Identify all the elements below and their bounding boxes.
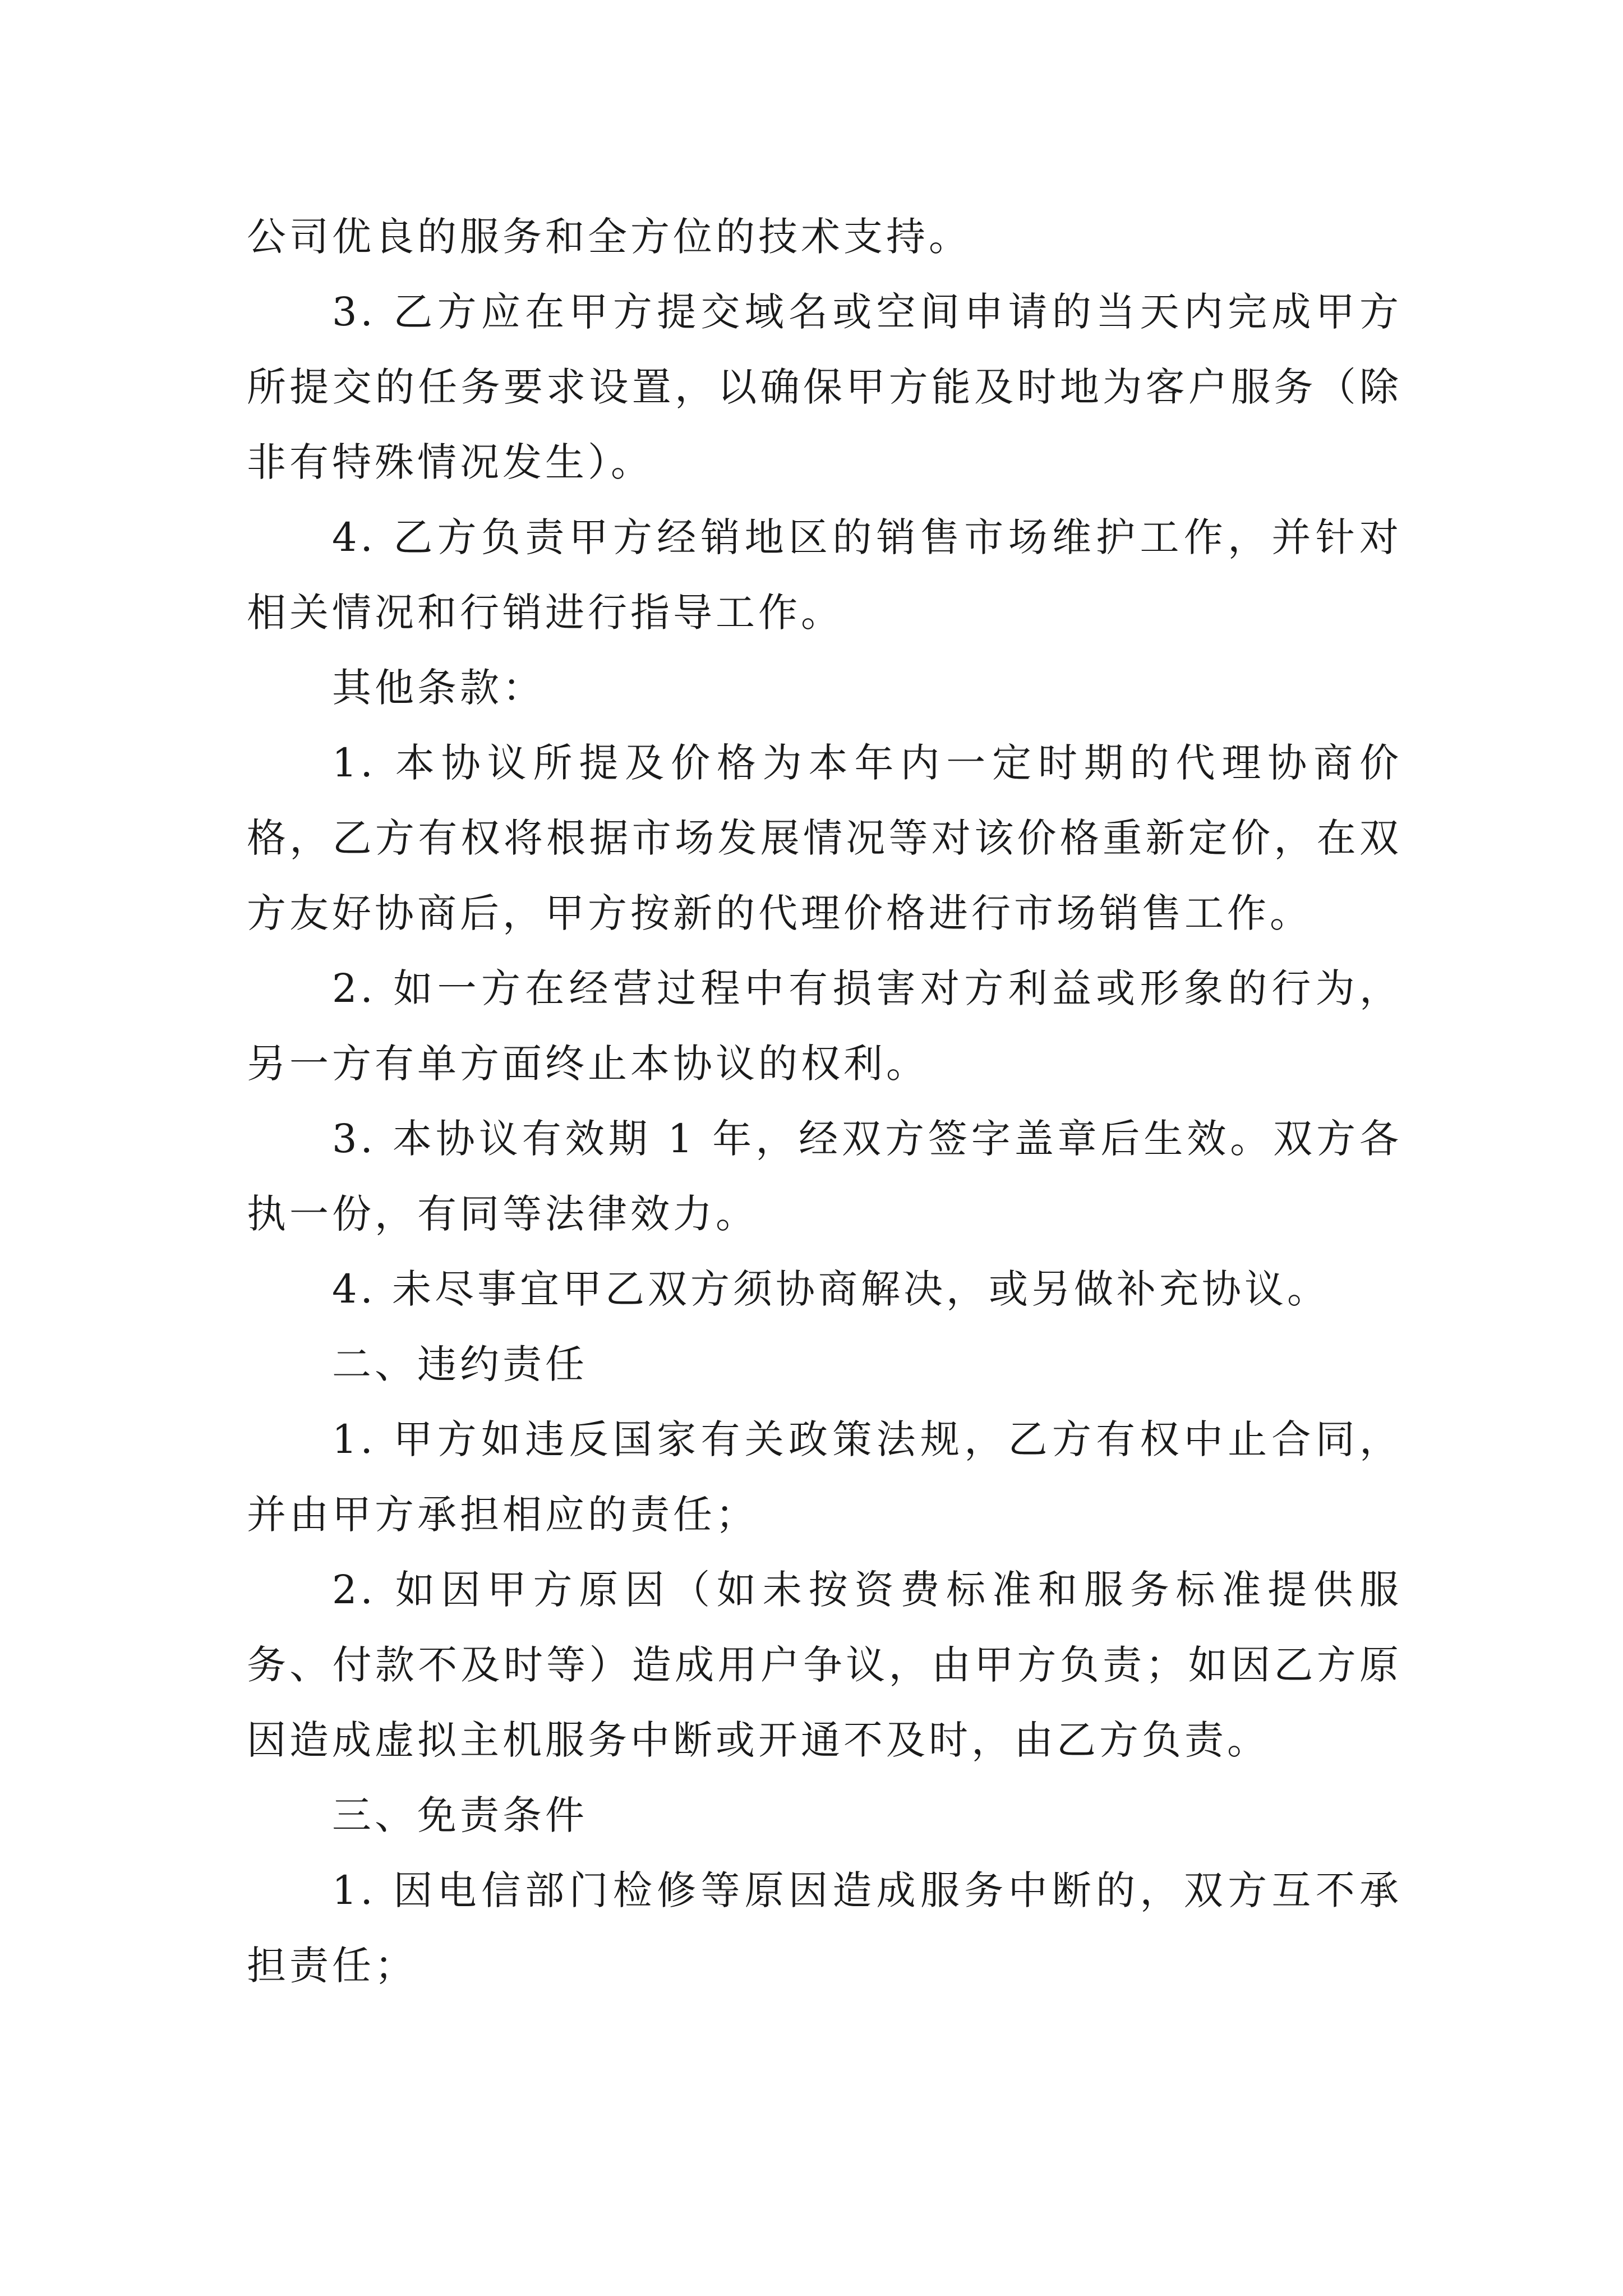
paragraph: 3. 本协议有效期 1 年，经双方签字盖章后生效。双方各执一份，有同等法律效力。 bbox=[247, 1116, 1402, 1237]
document-body bbox=[247, 199, 1402, 2003]
section-heading: 二、违约责任 bbox=[332, 1341, 588, 1387]
section-heading: 三、免责条件 bbox=[332, 1792, 588, 1838]
paragraph: 3. 乙方应在甲方提交域名或空间申请的当天内完成甲方所提交的任务要求设置，以确保甲方能及时地为客户服务（除非有特殊情况发生）。 bbox=[247, 289, 1402, 485]
paragraph: 1. 因电信部门检修等原因造成服务中断的，双方互不承担责任； bbox=[247, 1867, 1402, 1989]
paragraph: 4. 乙方负责甲方经销地区的销售市场维护工作，并针对相关情况和行销进行指导工作。 bbox=[247, 514, 1402, 636]
paragraph: 1. 本协议所提及价格为本年内一定时期的代理协商价格，乙方有权将根据市场发展情况等对该价格重新定价，在双方友好协商后，甲方按新的代理价格进行市场销售工作。 bbox=[247, 740, 1402, 936]
paragraph: 1. 甲方如违反国家有关政策法规，乙方有权中止合同，并由甲方承担相应的责任； bbox=[247, 1416, 1402, 1538]
paragraph: 4. 未尽事宜甲乙双方须协商解决，或另做补充协议。 bbox=[332, 1266, 1330, 1312]
paragraph: 2. 如因甲方原因（如未按资费标准和服务标准提供服务、付款不及时等）造成用户争议，由甲方负责；如因乙方原因造成虚拟主机服务中断或开通不及时，由乙方负责。 bbox=[247, 1567, 1402, 1763]
section-heading: 其他条款： bbox=[332, 665, 545, 711]
paragraph: 2. 如一方在经营过程中有损害对方利益或形象的行为，另一方有单方面终止本协议的权利。 bbox=[247, 965, 1402, 1087]
paragraph: 公司优良的服务和全方位的技术支持。 bbox=[247, 214, 971, 260]
